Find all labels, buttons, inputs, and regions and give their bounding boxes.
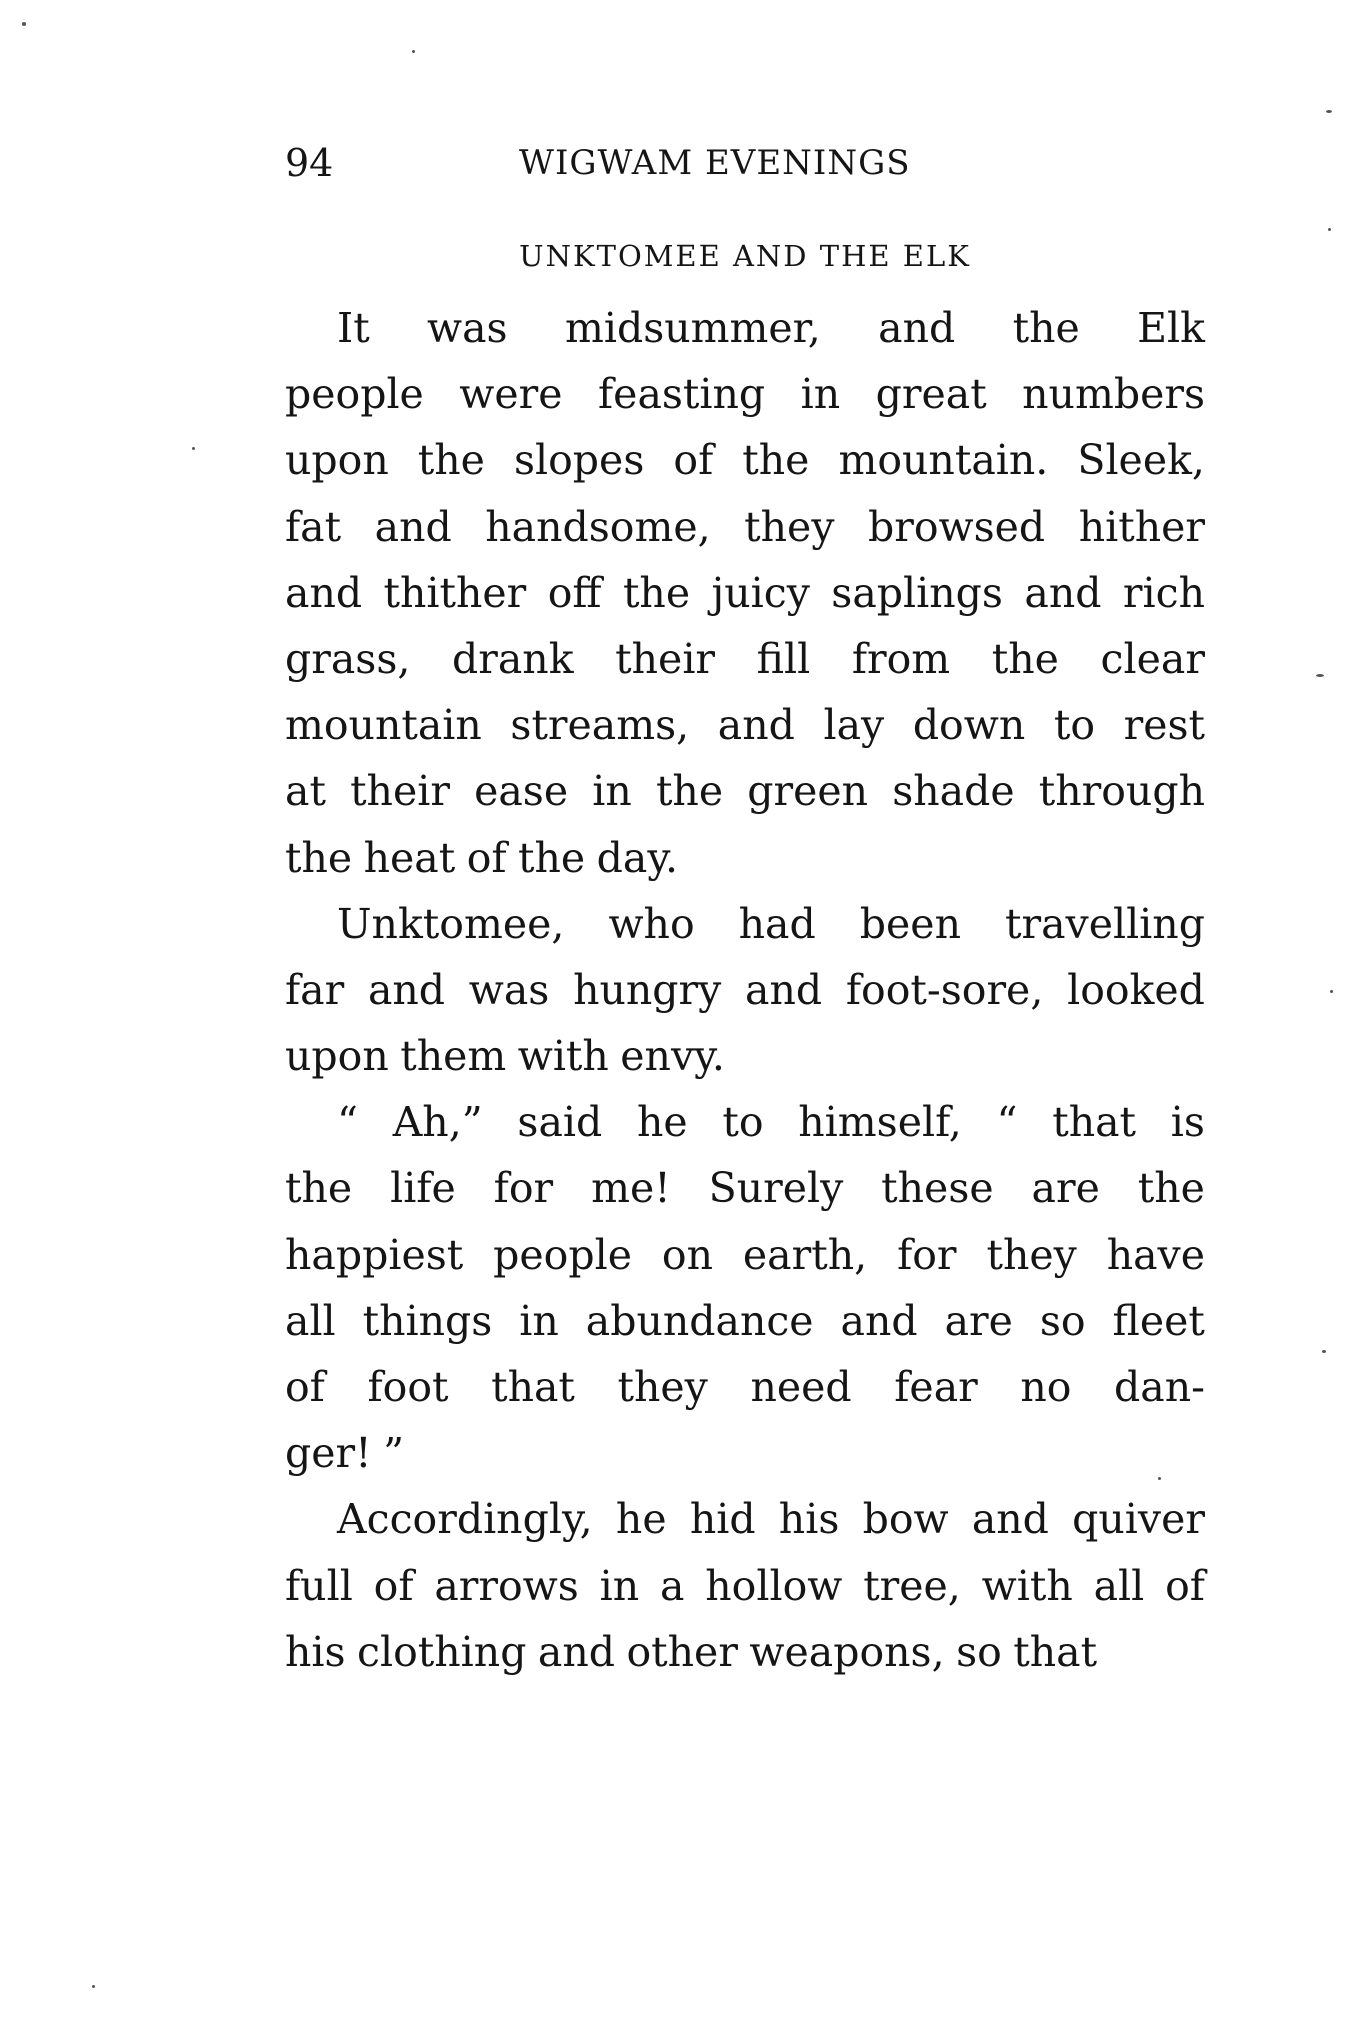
scan-speck <box>1322 1350 1326 1353</box>
paragraph <box>285 295 1205 891</box>
text-line: happiest people on earth, for they have <box>285 1230 1205 1279</box>
text-line: far and was hungry and foot-sore, looked <box>285 965 1205 1014</box>
page-number: 94 <box>285 141 334 185</box>
scan-speck <box>1316 674 1324 677</box>
text-line: the life for me! Surely these are the <box>285 1164 1205 1213</box>
text-line: full of arrows in a hollow tree, with all of <box>285 1561 1205 1610</box>
text-line: Accordingly, he hid his bow and quiver <box>337 1495 1205 1544</box>
text-line: at their ease in the green shade through <box>285 767 1205 816</box>
text-line: his clothing and other weapons, so that <box>285 1627 1098 1676</box>
scan-speck <box>1328 228 1331 231</box>
scan-speck <box>412 50 415 53</box>
text-line: mountain streams, and lay down to rest <box>285 701 1205 750</box>
text-line: It was midsummer, and the Elk <box>337 304 1205 352</box>
text-line: grass, drank their fill from the clear <box>285 634 1205 683</box>
text-line: people were feasting in great numbers <box>285 370 1205 419</box>
text-line: the heat of the day. <box>285 833 679 882</box>
scan-speck <box>1158 1477 1161 1480</box>
text-line: and thither off the juicy saplings and rich <box>285 568 1205 617</box>
scan-speck <box>92 1985 95 1988</box>
text-line: of foot that they need fear no dan- <box>285 1363 1205 1411</box>
scan-speck <box>22 22 26 26</box>
text-line: ger! ” <box>285 1429 405 1478</box>
running-head <box>285 138 1205 188</box>
text-line: upon the slopes of the mountain. Sleek, <box>285 436 1205 485</box>
scan-speck <box>192 447 195 450</box>
paragraph <box>285 891 1205 1090</box>
story-text <box>285 295 1205 1685</box>
paragraph <box>285 1486 1205 1685</box>
text-line: all things in abundance and are so fleet <box>285 1296 1205 1345</box>
paragraph <box>285 1089 1205 1486</box>
text-line: fat and handsome, they browsed hither <box>285 502 1205 551</box>
scan-speck <box>1326 110 1332 113</box>
scan-speck <box>1330 990 1333 993</box>
text-line: Unktomee, who had been travelling <box>337 899 1205 948</box>
book-title: WIGWAM EVENINGS <box>519 143 911 183</box>
text-line: “ Ah,” said he to himself, “ that is <box>337 1098 1205 1147</box>
chapter-title: UNKTOMEE AND THE ELK <box>519 239 971 273</box>
text-line: upon them with envy. <box>285 1032 725 1081</box>
